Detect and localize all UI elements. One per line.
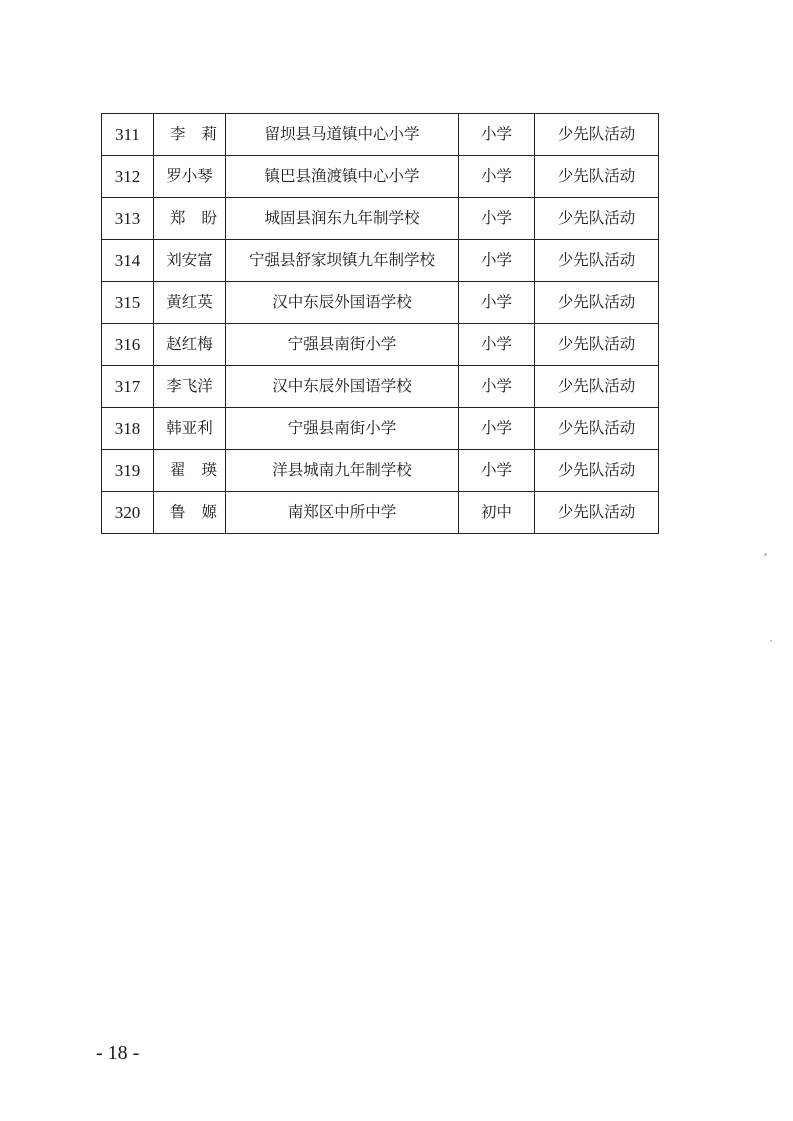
- award-category: 少先队活动: [535, 408, 659, 450]
- row-number: 318: [102, 408, 154, 450]
- table-row: [102, 408, 659, 450]
- row-number: 313: [102, 198, 154, 240]
- person-name: 韩亚利: [154, 408, 226, 450]
- person-name: 刘安富: [154, 240, 226, 282]
- table-row: [102, 198, 659, 240]
- award-category: 少先队活动: [535, 156, 659, 198]
- table-row: [102, 492, 659, 534]
- school-level: 小学: [459, 366, 535, 408]
- school-name: 汉中东辰外国语学校: [226, 282, 459, 324]
- person-name: 翟瑛: [154, 450, 226, 492]
- row-number: 314: [102, 240, 154, 282]
- row-number: 312: [102, 156, 154, 198]
- award-category: 少先队活动: [535, 492, 659, 534]
- school-name: 宁强县舒家坝镇九年制学校: [226, 240, 459, 282]
- person-name: 李莉: [154, 114, 226, 156]
- school-level: 小学: [459, 408, 535, 450]
- person-name: 赵红梅: [154, 324, 226, 366]
- person-name: 李飞洋: [154, 366, 226, 408]
- award-category: 少先队活动: [535, 450, 659, 492]
- row-number: 311: [102, 114, 154, 156]
- row-number: 316: [102, 324, 154, 366]
- school-name: 宁强县南街小学: [226, 324, 459, 366]
- school-name: 城固县润东九年制学校: [226, 198, 459, 240]
- school-level: 小学: [459, 450, 535, 492]
- school-level: 小学: [459, 240, 535, 282]
- table-row: [102, 114, 659, 156]
- award-category: 少先队活动: [535, 198, 659, 240]
- school-level: 初中: [459, 492, 535, 534]
- table-row: [102, 282, 659, 324]
- person-name: 郑盼: [154, 198, 226, 240]
- award-category: 少先队活动: [535, 114, 659, 156]
- page-number: - 18 -: [96, 1042, 140, 1064]
- school-level: 小学: [459, 324, 535, 366]
- award-roster-table: [101, 113, 659, 534]
- school-name: 宁强县南街小学: [226, 408, 459, 450]
- award-category: 少先队活动: [535, 282, 659, 324]
- school-name: 留坝县马道镇中心小学: [226, 114, 459, 156]
- row-number: 320: [102, 492, 154, 534]
- school-name: 洋县城南九年制学校: [226, 450, 459, 492]
- row-number: 315: [102, 282, 154, 324]
- school-level: 小学: [459, 114, 535, 156]
- row-number: 317: [102, 366, 154, 408]
- person-name: 黄红英: [154, 282, 226, 324]
- school-name: 南郑区中所中学: [226, 492, 459, 534]
- person-name: 罗小琴: [154, 156, 226, 198]
- award-category: 少先队活动: [535, 366, 659, 408]
- school-name: 镇巴县渔渡镇中心小学: [226, 156, 459, 198]
- school-name: 汉中东辰外国语学校: [226, 366, 459, 408]
- scan-speck: [770, 640, 772, 642]
- scan-speck: [764, 553, 767, 556]
- award-category: 少先队活动: [535, 240, 659, 282]
- table-row: [102, 366, 659, 408]
- roster-body: [102, 114, 659, 534]
- table-row: [102, 450, 659, 492]
- person-name: 鲁嫄: [154, 492, 226, 534]
- table-row: [102, 324, 659, 366]
- table-row: [102, 240, 659, 282]
- award-category: 少先队活动: [535, 324, 659, 366]
- school-level: 小学: [459, 156, 535, 198]
- row-number: 319: [102, 450, 154, 492]
- school-level: 小学: [459, 198, 535, 240]
- school-level: 小学: [459, 282, 535, 324]
- table-row: [102, 156, 659, 198]
